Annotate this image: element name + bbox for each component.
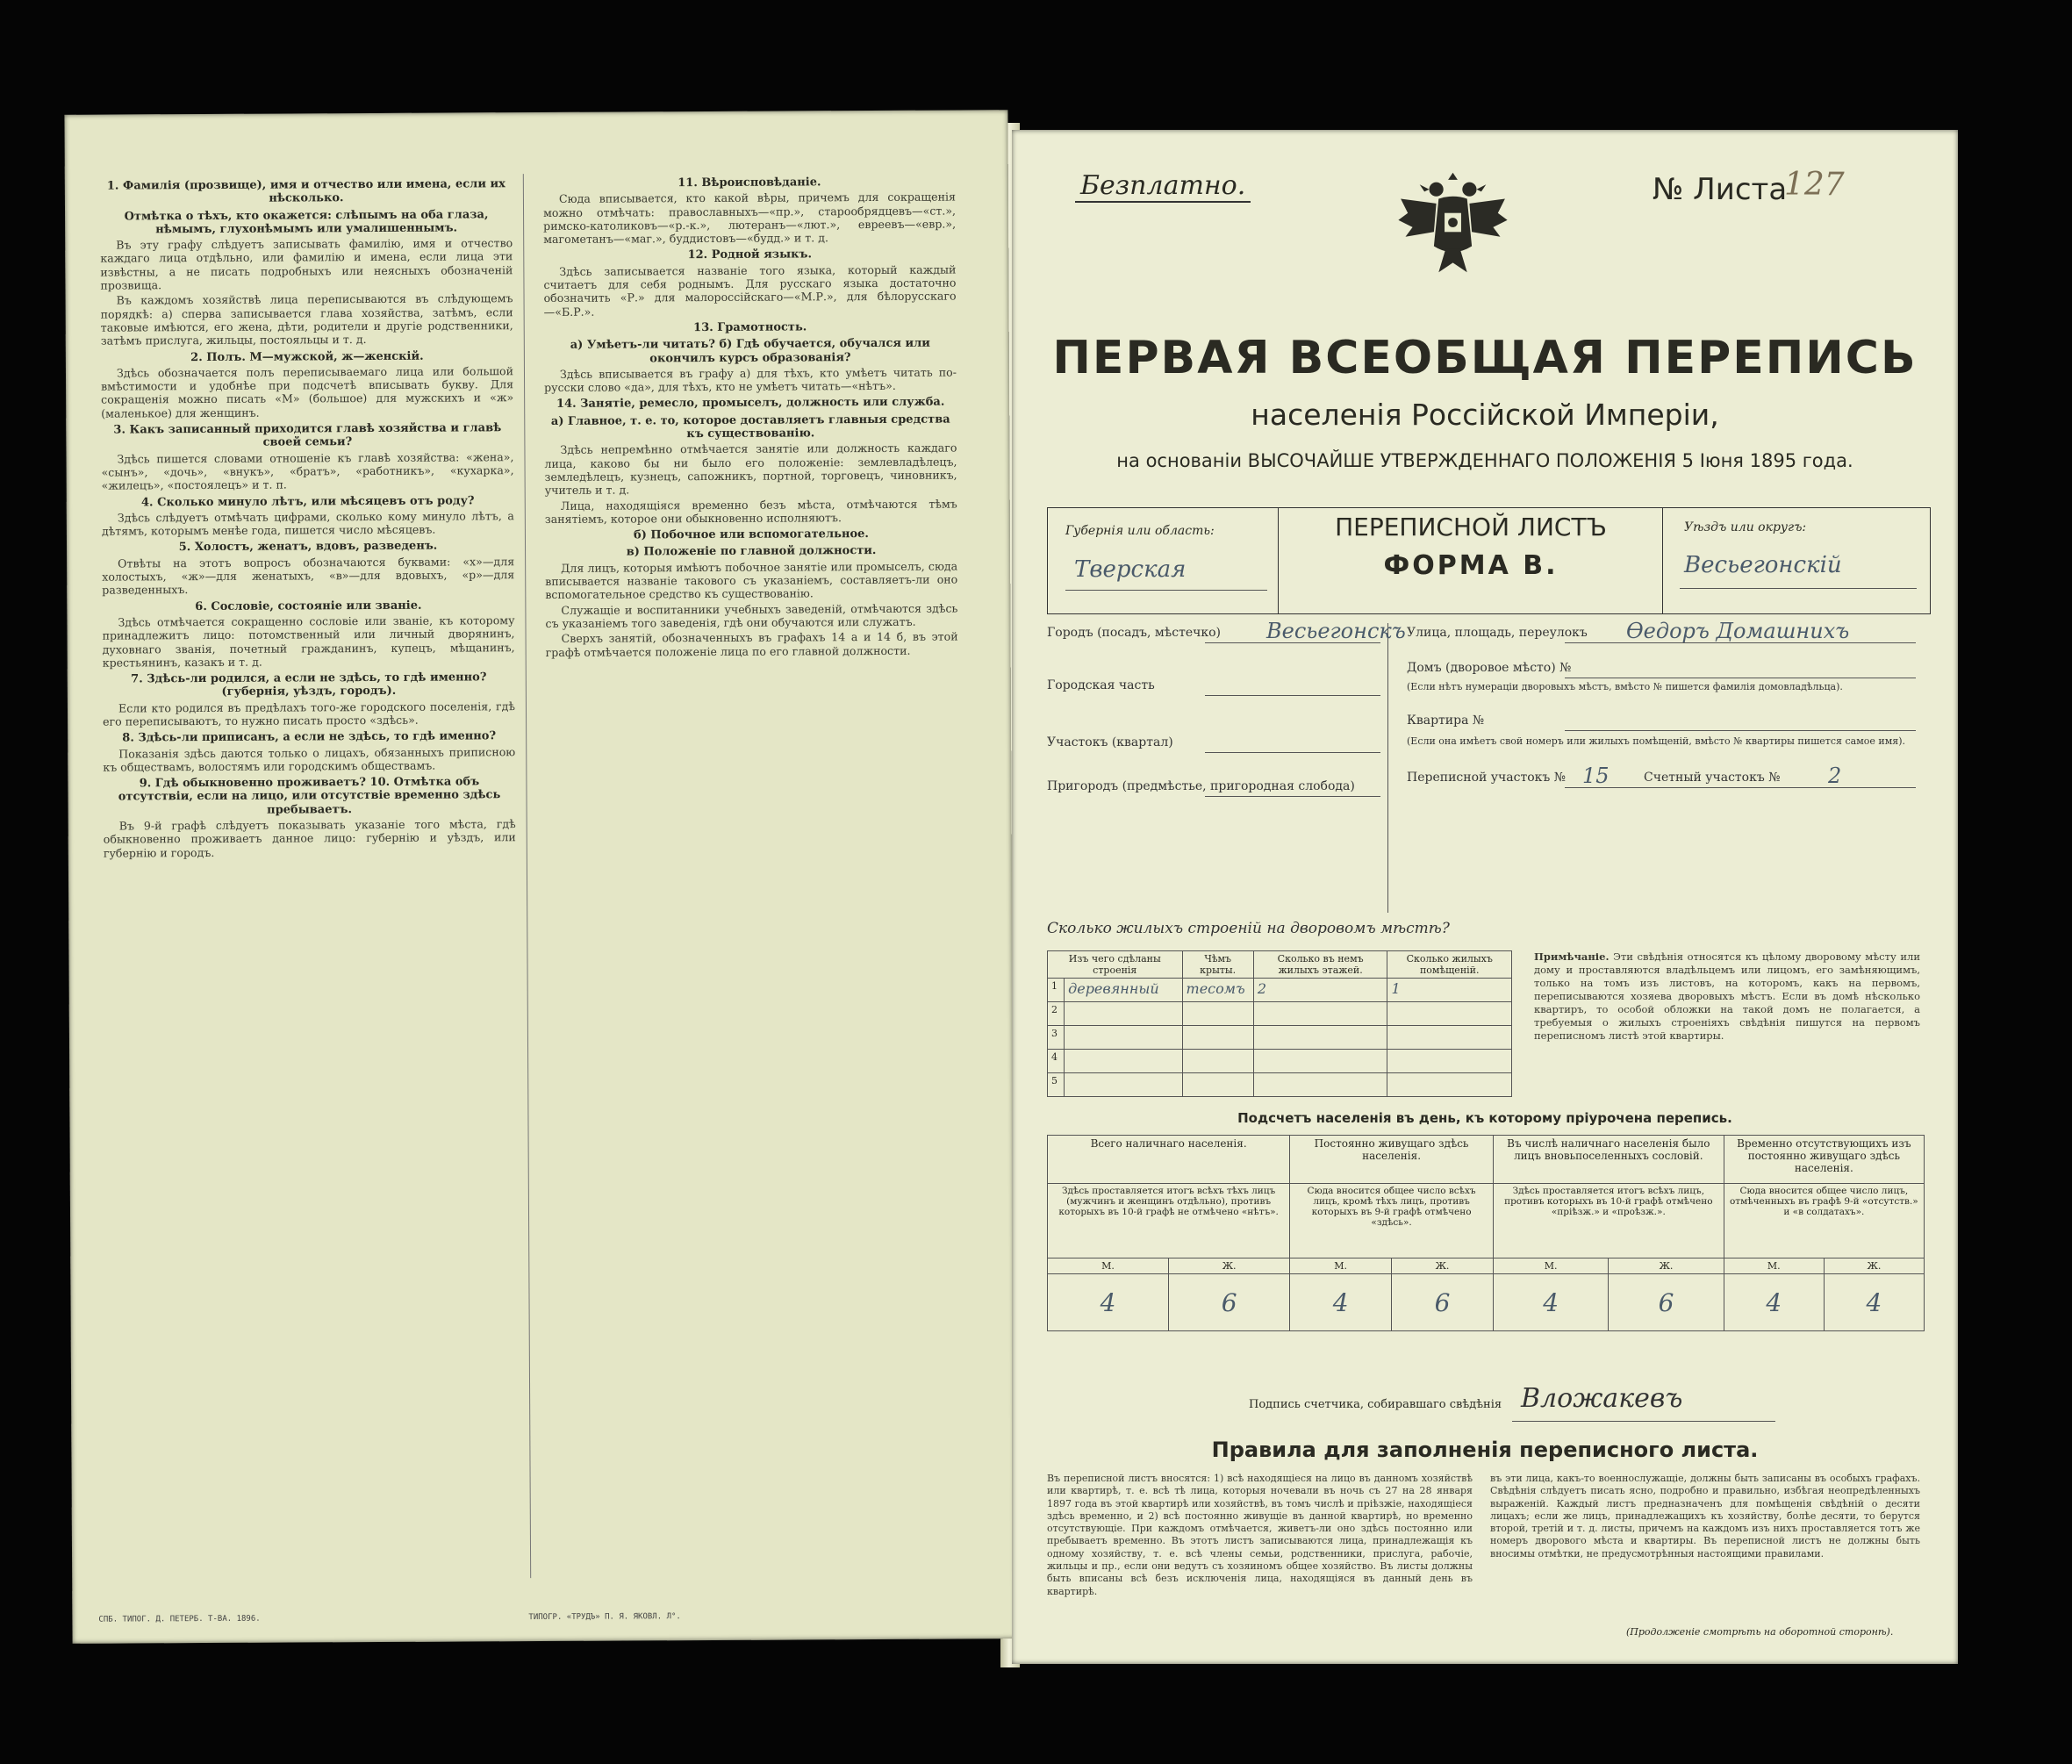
buildings-column-header: Изъ чего сдѣланы строенія	[1048, 951, 1183, 979]
printer-imprint: СПБ. ТИПОГ. Д. ПЕТЕРБ. Т-ВА. 1896.	[98, 1614, 261, 1624]
district-label: Уѣздъ или округъ:	[1684, 520, 1807, 534]
table-row	[1048, 979, 1512, 1002]
count-value: 4	[1048, 1274, 1169, 1331]
count-column-explanation: Здѣсь проставляется итогъ всѣхъ тѣхъ лицъ (мужчинъ и женщинъ отдѣльно), противъ которыхъ въ 10-й графѣ не отмѣчено «нѣтъ».	[1048, 1184, 1290, 1258]
address-field-value: Ѳедоръ Домашнихъ	[1626, 619, 1850, 643]
instruction-heading: в) Положеніе по главной должности.	[626, 544, 877, 559]
buildings-cell	[1182, 1026, 1253, 1050]
form-subtitle: населенія Россійской Имперіи,	[1251, 398, 1719, 432]
row-number: 3	[1048, 1026, 1065, 1050]
buildings-cell	[1182, 1073, 1253, 1097]
address-field-label: Домъ (дворовое мѣсто) №	[1407, 661, 1572, 675]
row-number: 2	[1048, 1002, 1065, 1026]
instructions-column-left	[100, 174, 520, 1580]
buildings-cell	[1253, 1002, 1387, 1026]
count-sex-row	[1048, 1258, 1925, 1274]
buildings-cell: 1	[1387, 979, 1512, 1002]
count-value: 4	[1824, 1274, 1924, 1331]
instruction-heading: 2. Полъ. М—мужской, ж—женскій.	[190, 349, 424, 364]
address-field-line	[1565, 786, 1916, 788]
instruction-paragraph: Въ каждомъ хозяйствѣ лица переписываются въ слѣдующемъ порядкѣ: а) сперва записывается глава хозяйства, затѣмъ, если таковые имѣются, его жена, дѣти, родители и другіе родственники, затѣмъ прислуга, жильцы, постояльцы и т. д.	[100, 291, 513, 348]
count-table-subtext-row	[1048, 1184, 1925, 1258]
instruction-paragraph: Здѣсь пишется словами отношеніе къ главѣ хозяйства: «жена», «сынъ», «дочь», «внукъ», «братъ», «работникъ», «кухарка», «жилецъ», «постоялецъ» и т. п.	[101, 449, 514, 492]
buildings-cell	[1253, 1050, 1387, 1073]
rules-column-left: Въ переписной листъ вносятся: 1) всѣ находящіеся на лицо въ данномъ хозяйствѣ или квартирѣ, т. е. всѣ тѣ лица, которыя ночевали въ ночь съ 27 на 28 января 1897 года въ этой квартирѣ или хозяйствѣ, въ томъ числѣ и пріѣзжіе, находящіеся здѣсь временно, и 2) всѣ постоянно живущіе въ данной квартирѣ, но временно отсутствующіе. При каждомъ отмѣчается, живетъ-ли оно здѣсь постоянно или пребываетъ временно. Въ этотъ листъ записываются лица, принадлежащія къ одному хозяйству, т. е. всѣ члены семьи, родственники, прислуга, рабочіе, жильцы и пр., если они ведутъ съ хозяиномъ общее хозяйство. Въ листы должны быть вписаны всѣ безъ исключенія лица, находящіяся въ данный день въ квартирѣ.	[1047, 1473, 1473, 1597]
instruction-paragraph: Сюда вписывается, кто какой вѣры, причемъ для сокращенія можно отмѣчать: православныхъ—«пр.», старообрядцевъ—«ст.», римско-католиковъ—«р.-к.», лютеранъ—«лют.», евреевъ—«евр.», магометанъ—«маг.», буддистовъ—«будд.» и т. д.	[542, 190, 957, 247]
printer-imprint-2: ТИПОГР. «ТРУДЪ» П. Я. ЯКОВЛ. Л°.	[528, 1612, 681, 1623]
buildings-column-header: Сколько въ немъ жилыхъ этажей.	[1253, 951, 1387, 979]
table-row	[1048, 1026, 1512, 1050]
count-values-row	[1048, 1274, 1925, 1331]
buildings-cell	[1387, 1050, 1512, 1073]
instruction-paragraph: Здѣсь обозначается полъ переписываемаго лица или большой вмѣстимости и удобнѣе при подсчетѣ вписывать букву. Для сокращенія можно писать «М» (большое) для мужскихъ и «ж» (маленькое) для женщинъ.	[101, 364, 514, 420]
instruction-paragraph: Сверхъ занятій, обозначенныхъ въ графахъ 14 а и 14 б, въ этой графѣ отмѣчается положеніе лица по его главной должности.	[545, 629, 958, 659]
signature-label: Подпись счетчика, собиравшаго свѣдѣнія	[1249, 1398, 1502, 1411]
table-row	[1048, 1073, 1512, 1097]
sex-label: Ж.	[1824, 1258, 1924, 1274]
instruction-paragraph: Въ 9-й графѣ слѣдуетъ показывать указаніе того мѣста, гдѣ обыкновенно проживаетъ данное лицо: губернію и уѣздъ, или губернію и городъ.	[103, 817, 516, 860]
sheet-number-label: № Листа	[1653, 172, 1788, 207]
address-field-label: (Если нѣтъ нумераціи дворовыхъ мѣстъ, вмѣсто № пишется фамилія домовладѣльца).	[1407, 681, 1843, 692]
column-divider	[523, 174, 531, 1578]
population-count-title: Подсчетъ населенія въ день, къ которому пріурочена перепись.	[1237, 1110, 1732, 1126]
sex-label: Ж.	[1169, 1258, 1290, 1274]
instruction-heading: 8. Здѣсь-ли приписанъ, а если не здѣсь, то гдѣ именно?	[122, 729, 497, 745]
row-number: 1	[1048, 979, 1065, 1002]
instruction-paragraph: Если кто родился въ предѣлахъ того-же городского поселенія, гдѣ его переписываютъ, то нужно писать просто «здѣсь».	[103, 699, 516, 728]
instruction-heading: а) Умѣетъ-ли читать? б) Гдѣ обучается, обучался или окончилъ курсъ образованія?	[570, 336, 930, 365]
instruction-paragraph: Въ эту графу слѣдуетъ записывать фамилію, имя и отчество каждаго лица отдѣльно, или фамилію и имена, если лица эти извѣстны, а не писать подробныхъ или неясныхъ обозначеній прозвища.	[100, 236, 513, 292]
buildings-cell: деревянный	[1065, 979, 1182, 1002]
address-field-value: Весьегонскъ	[1266, 619, 1406, 643]
signature-value: Вложакевъ	[1521, 1383, 1683, 1414]
buildings-cell: 2	[1253, 979, 1387, 1002]
buildings-cell	[1065, 1002, 1182, 1026]
instruction-heading: 7. Здѣсь-ли родился, а если не здѣсь, то гдѣ именно? (губернія, уѣздъ, городъ).	[131, 670, 487, 699]
buildings-cell	[1065, 1073, 1182, 1097]
form-type-code: ФОРМА В.	[1383, 550, 1559, 581]
fields-divider	[1387, 623, 1388, 913]
district-value: Весьегонскій	[1684, 552, 1842, 578]
buildings-column-header: Чѣмъ крыты.	[1182, 951, 1253, 979]
instruction-paragraph: Здѣсь слѣдуетъ отмѣчать цифрами, сколько кому минуло лѣтъ, а дѣтямъ, которымъ менѣе года, пишется число мѣсяцевъ.	[101, 508, 514, 538]
buildings-column-header: Сколько жилыхъ помѣщеній.	[1387, 951, 1512, 979]
count-column-explanation: Здѣсь проставляется итогъ всѣхъ лицъ, противъ которыхъ въ 10-й графѣ отмѣчено «пріѣзж.» и «проѣзж.».	[1493, 1184, 1724, 1258]
address-field-label: Улица, площадь, переулокъ	[1407, 626, 1588, 640]
count-column-header: Временно отсутствующихъ изъ постоянно живущаго здѣсь населенія.	[1724, 1136, 1924, 1184]
row-number: 4	[1048, 1050, 1065, 1073]
note-title: Примѣчаніе.	[1534, 950, 1610, 963]
header-divider	[1662, 508, 1663, 613]
address-field-label: Квартира №	[1407, 713, 1485, 728]
instruction-paragraph: Здѣсь вписывается въ графу а) для тѣхъ, кто умѣетъ читать по-русски слово «да», для тѣхъ, кто не умѣетъ читать—«нѣтъ».	[544, 365, 957, 395]
buildings-cell	[1387, 1002, 1512, 1026]
sheet-number-value: 127	[1784, 167, 1845, 203]
address-field-line	[1205, 694, 1380, 696]
buildings-question: Сколько жилыхъ строеній на дворовомъ мѣстѣ?	[1047, 920, 1450, 937]
population-count-table	[1047, 1135, 1925, 1331]
province-label: Губернія или область:	[1065, 524, 1215, 538]
address-field-line	[1565, 677, 1916, 678]
instruction-heading: 14. Занятіе, ремесло, промыселъ, должность или служба.	[556, 396, 945, 412]
rules-title: Правила для заполненія переписного листа.	[1211, 1438, 1759, 1462]
form-legal-basis: на основаніи ВЫСОЧАЙШЕ УТВЕРЖДЕННАГО ПОЛОЖЕНІЯ 5 Іюня 1895 года.	[1116, 450, 1853, 471]
sex-label: Ж.	[1609, 1258, 1724, 1274]
instruction-paragraph: Лица, находящіяся временно безъ мѣста, отмѣчаются тѣмъ занятіемъ, которое они обыкновенно исполняютъ.	[544, 497, 957, 526]
buildings-table-header	[1048, 951, 1512, 979]
count-value: 4	[1724, 1274, 1824, 1331]
form-type-title: ПЕРЕПИСНОЙ ЛИСТЪ	[1335, 513, 1607, 541]
buildings-cell	[1182, 1002, 1253, 1026]
buildings-cell	[1182, 1050, 1253, 1073]
count-value: 6	[1392, 1274, 1494, 1331]
buildings-cell	[1387, 1026, 1512, 1050]
instructions-page	[64, 110, 1015, 1644]
row-number: 5	[1048, 1073, 1065, 1097]
double-headed-eagle-icon	[1394, 163, 1512, 282]
buildings-cell	[1253, 1026, 1387, 1050]
province-underline	[1065, 589, 1267, 591]
count-value: 4	[1493, 1274, 1608, 1331]
district-underline	[1680, 587, 1917, 589]
address-field-value: 15	[1582, 764, 1610, 788]
instructions-column-right	[543, 172, 963, 1578]
note-text: Эти свѣдѣнія относятся къ цѣлому дворовому мѣсту или дому и проставляются владѣльцемъ или лицомъ, его замѣняющимъ, только на томъ изъ листовъ, на которомъ, какъ на первомъ, переписываются хозяева дворовыхъ мѣстъ. Если въ домѣ нѣсколько квартиръ, то особой обложки на такой домъ не полагается, а требуемыя о жилыхъ строеніяхъ свѣдѣнія пишутся на первомъ переписномъ листѣ этой квартиры.	[1534, 950, 1920, 1042]
count-column-header: Постоянно живущаго здѣсь населенія.	[1290, 1136, 1494, 1184]
instruction-heading: Отмѣтка о тѣхъ, кто окажется: слѣпымъ на оба глаза, нѣмымъ, глухонѣмымъ или умалишеннымъ.	[124, 207, 489, 237]
rules-column-right: въ эти лица, какъ-то военнослужащіе, должны быть записаны въ особыхъ графахъ. Свѣдѣнія слѣдуетъ писать ясно, подробно и правильно, избѣгая неопредѣленныхъ выраженій. Каждый листъ предназначенъ для помѣщенія свѣдѣній о десяти лицахъ; если же лицъ, принадлежащихъ къ хозяйству, болѣе десяти, то берутся второй, третій и т. д. листы, причемъ на каждомъ изъ нихъ проставляется тотъ же номеръ дворового мѣста и квартиры. Въ переписной листъ не должны быть вносимы отмѣтки, не предусмотрѣнныя настоящими правилами.	[1490, 1473, 1920, 1560]
instruction-paragraph: Здѣсь записывается названіе того языка, который каждый считаетъ для себя роднымъ. Для русскаго языка достаточно обозначить «Р.» для малороссійскаго—«М.Р.», для бѣлорусскаго—«Б.Р.».	[543, 262, 957, 319]
count-value: 4	[1290, 1274, 1392, 1331]
instruction-heading: 9. Гдѣ обыкновенно проживаетъ? 10. Отмѣтка объ отсутствіи, если на лицо, или отсутствіе временно здѣсь пребываетъ.	[118, 775, 501, 817]
count-table-header	[1048, 1136, 1925, 1184]
instruction-heading: 1. Фамилія (прозвище), имя и отчество или имена, если их нѣсколько.	[106, 177, 505, 205]
instruction-paragraph: Для лицъ, которыя имѣютъ побочное занятіе или промыселъ, сюда вписывается названіе такового съ указаніемъ, составляетъ-ли оно вспомогательное средство къ существованію.	[545, 559, 958, 602]
instruction-paragraph: Отвѣты на этотъ вопросъ обозначаются буквами: «х»—для холостыхъ, «ж»—для женатыхъ, «в»—для вдовыхъ, «р»—для разведенныхъ.	[102, 554, 515, 597]
count-value: 6	[1609, 1274, 1724, 1331]
sex-label: М.	[1493, 1258, 1608, 1274]
signature-line	[1512, 1420, 1775, 1422]
buildings-cell	[1065, 1026, 1182, 1050]
instruction-heading: 3. Какъ записанный приходится главѣ хозяйства и главѣ своей семьи?	[113, 421, 502, 449]
instruction-heading: 12. Родной языкъ.	[687, 247, 813, 262]
sex-label: Ж.	[1392, 1258, 1494, 1274]
header-divider	[1278, 508, 1279, 613]
buildings-table	[1047, 950, 1512, 1097]
free-label: Безплатно.	[1075, 170, 1251, 203]
address-field-line	[1205, 642, 1380, 643]
instruction-heading: 4. Сколько минуло лѣтъ, или мѣсяцевъ отъ роду?	[140, 493, 475, 509]
count-column-explanation: Сюда вносится общее число всѣхъ лицъ, кромѣ тѣхъ лицъ, противъ которыхъ въ 9-й графѣ отмѣчено «здѣсь».	[1290, 1184, 1494, 1258]
instruction-paragraph: Здѣсь непремѣнно отмѣчается занятіе или должность каждаго лица, каково бы ни было его положеніе: землевладѣлецъ, земледѣлецъ, кузнецъ, сапожникъ, портной, торговецъ, чиновникъ, учитель и т. д.	[544, 441, 957, 498]
address-field-label: (Если она имѣетъ свой номеръ или жилыхъ помѣщеній, вмѣсто № квартиры пишется самое имя).	[1407, 735, 1906, 747]
address-field-label: Участокъ (квартал)	[1047, 735, 1173, 749]
buildings-cell	[1387, 1073, 1512, 1097]
buildings-cell: тесомъ	[1182, 979, 1253, 1002]
buildings-cell	[1065, 1050, 1182, 1073]
sex-label: М.	[1048, 1258, 1169, 1274]
instruction-heading: а) Главное, т. е. то, которое доставляетъ главныя средства къ существованію.	[550, 412, 950, 441]
buildings-note	[1534, 950, 1920, 1043]
instruction-heading: 5. Холостъ, женатъ, вдовъ, разведенъ.	[178, 540, 438, 555]
buildings-cell	[1253, 1073, 1387, 1097]
address-field-label: Пригородъ (предмѣстье, пригородная слобода)	[1047, 779, 1355, 793]
instruction-heading: б) Побочное или вспомогательное.	[633, 527, 869, 542]
instruction-heading: 6. Сословіе, состояніе или званіе.	[195, 599, 422, 613]
sex-label: М.	[1724, 1258, 1824, 1274]
address-field-label: Счетный участокъ №	[1644, 771, 1781, 785]
instruction-heading: 13. Грамотность.	[693, 320, 807, 335]
count-value: 6	[1169, 1274, 1290, 1331]
instruction-heading: 11. Вѣроисповѣданіе.	[678, 176, 821, 190]
census-form-page	[1012, 130, 1958, 1664]
sex-label: М.	[1290, 1258, 1392, 1274]
address-field-label: Городская часть	[1047, 678, 1155, 692]
count-column-header: Всего наличнаго населенія.	[1048, 1136, 1290, 1184]
address-field-label: Переписной участокъ №	[1407, 771, 1566, 785]
count-column-explanation: Сюда вносится общее число лицъ, отмѣченныхъ въ графѣ 9-й «отсутств.» и «в солдатахъ».	[1724, 1184, 1924, 1258]
instruction-paragraph: Здѣсь отмѣчается сокращенно сословіе или званіе, къ которому принадлежитъ лицо: потомственный или личный дворянинъ, духовнаго званія, почетный гражданинъ, купецъ, мѣщанинъ, крестьянинъ, казакъ и т. д.	[102, 613, 515, 670]
province-value: Тверская	[1074, 556, 1187, 583]
address-field-line	[1565, 729, 1916, 731]
form-header-box	[1047, 507, 1931, 614]
instruction-paragraph: Показанія здѣсь даются только о лицахъ, обязанныхъ приписною къ обществамъ, волостямъ или городскимъ обществамъ.	[103, 744, 516, 774]
address-field-line	[1205, 795, 1380, 797]
instruction-paragraph: Служащіе и воспитанники учебныхъ заведеній, отмѣчаются здѣсь съ указаніемъ того заведенія, гдѣ они обучаются или служатъ.	[545, 601, 958, 630]
table-row	[1048, 1002, 1512, 1026]
rules-continuation: (Продолженіе смотрѣть на оборотной сторонѣ).	[1626, 1626, 1894, 1638]
address-field-value: 2	[1828, 764, 1842, 788]
address-field-line	[1565, 642, 1916, 643]
count-column-header: Въ числѣ наличнаго населенія было лицъ вновьпоселенныхъ сословій.	[1493, 1136, 1724, 1184]
form-title: ПЕРВАЯ ВСЕОБЩАЯ ПЕРЕПИСЬ	[1052, 332, 1918, 384]
table-row	[1048, 1050, 1512, 1073]
address-field-label: Городъ (посадъ, мѣстечко)	[1047, 626, 1222, 640]
address-field-line	[1205, 751, 1380, 753]
